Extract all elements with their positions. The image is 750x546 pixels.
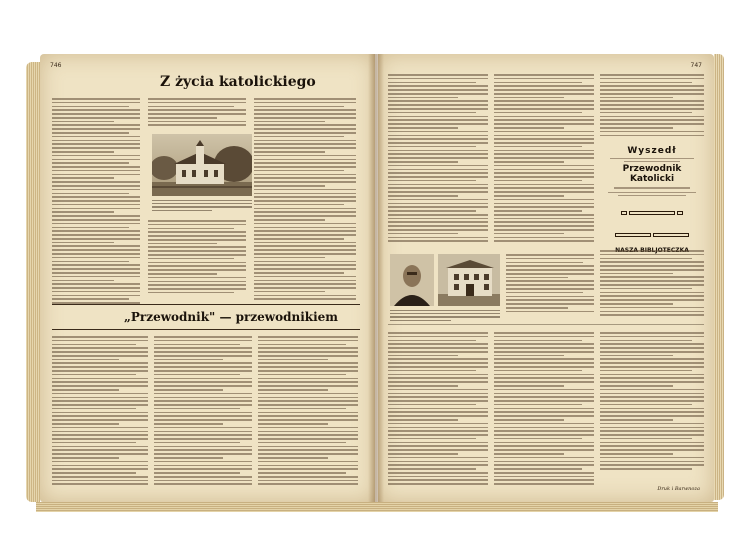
article-column bbox=[148, 98, 246, 128]
article-column bbox=[388, 332, 488, 487]
ad-tags bbox=[600, 200, 704, 219]
ad-tags bbox=[600, 222, 704, 241]
page-edges-left bbox=[26, 62, 40, 502]
photo-caption bbox=[390, 310, 500, 323]
article-column bbox=[388, 74, 488, 244]
right-page bbox=[378, 54, 714, 502]
section-divider bbox=[388, 324, 704, 325]
section-divider bbox=[52, 329, 360, 330]
article-column bbox=[52, 98, 140, 306]
book-spine bbox=[368, 54, 384, 502]
article-column bbox=[506, 254, 594, 315]
print-signature: Druk i Barwnoza bbox=[657, 486, 700, 492]
article-column bbox=[258, 336, 358, 487]
article-column bbox=[600, 250, 704, 318]
photo-caption bbox=[152, 200, 252, 213]
left-page-number: 746 bbox=[50, 62, 62, 69]
section-heading: „Przewodnik" — przewodnikiem bbox=[124, 310, 339, 324]
advertisement bbox=[600, 146, 704, 254]
right-page-number: 747 bbox=[690, 62, 702, 69]
ad-publisher: Przewodnik Katolicki bbox=[622, 164, 682, 185]
article-column bbox=[494, 74, 594, 244]
article-column bbox=[494, 332, 594, 487]
article-column bbox=[600, 332, 704, 472]
church-photo bbox=[152, 134, 252, 196]
building-photo bbox=[438, 254, 500, 306]
open-book bbox=[26, 44, 724, 512]
page-edges-right bbox=[714, 54, 724, 500]
page-edges-bottom bbox=[36, 502, 718, 512]
left-page-heading: Z życia katolickiego bbox=[160, 74, 316, 90]
article-column bbox=[154, 336, 252, 487]
article-column bbox=[600, 74, 704, 138]
portrait-photo bbox=[390, 254, 434, 306]
article-column bbox=[254, 98, 356, 302]
ad-title: Wyszedł bbox=[627, 146, 677, 156]
section-divider bbox=[52, 304, 360, 305]
left-page bbox=[40, 54, 375, 502]
article-column bbox=[148, 220, 246, 296]
article-column bbox=[52, 336, 148, 487]
